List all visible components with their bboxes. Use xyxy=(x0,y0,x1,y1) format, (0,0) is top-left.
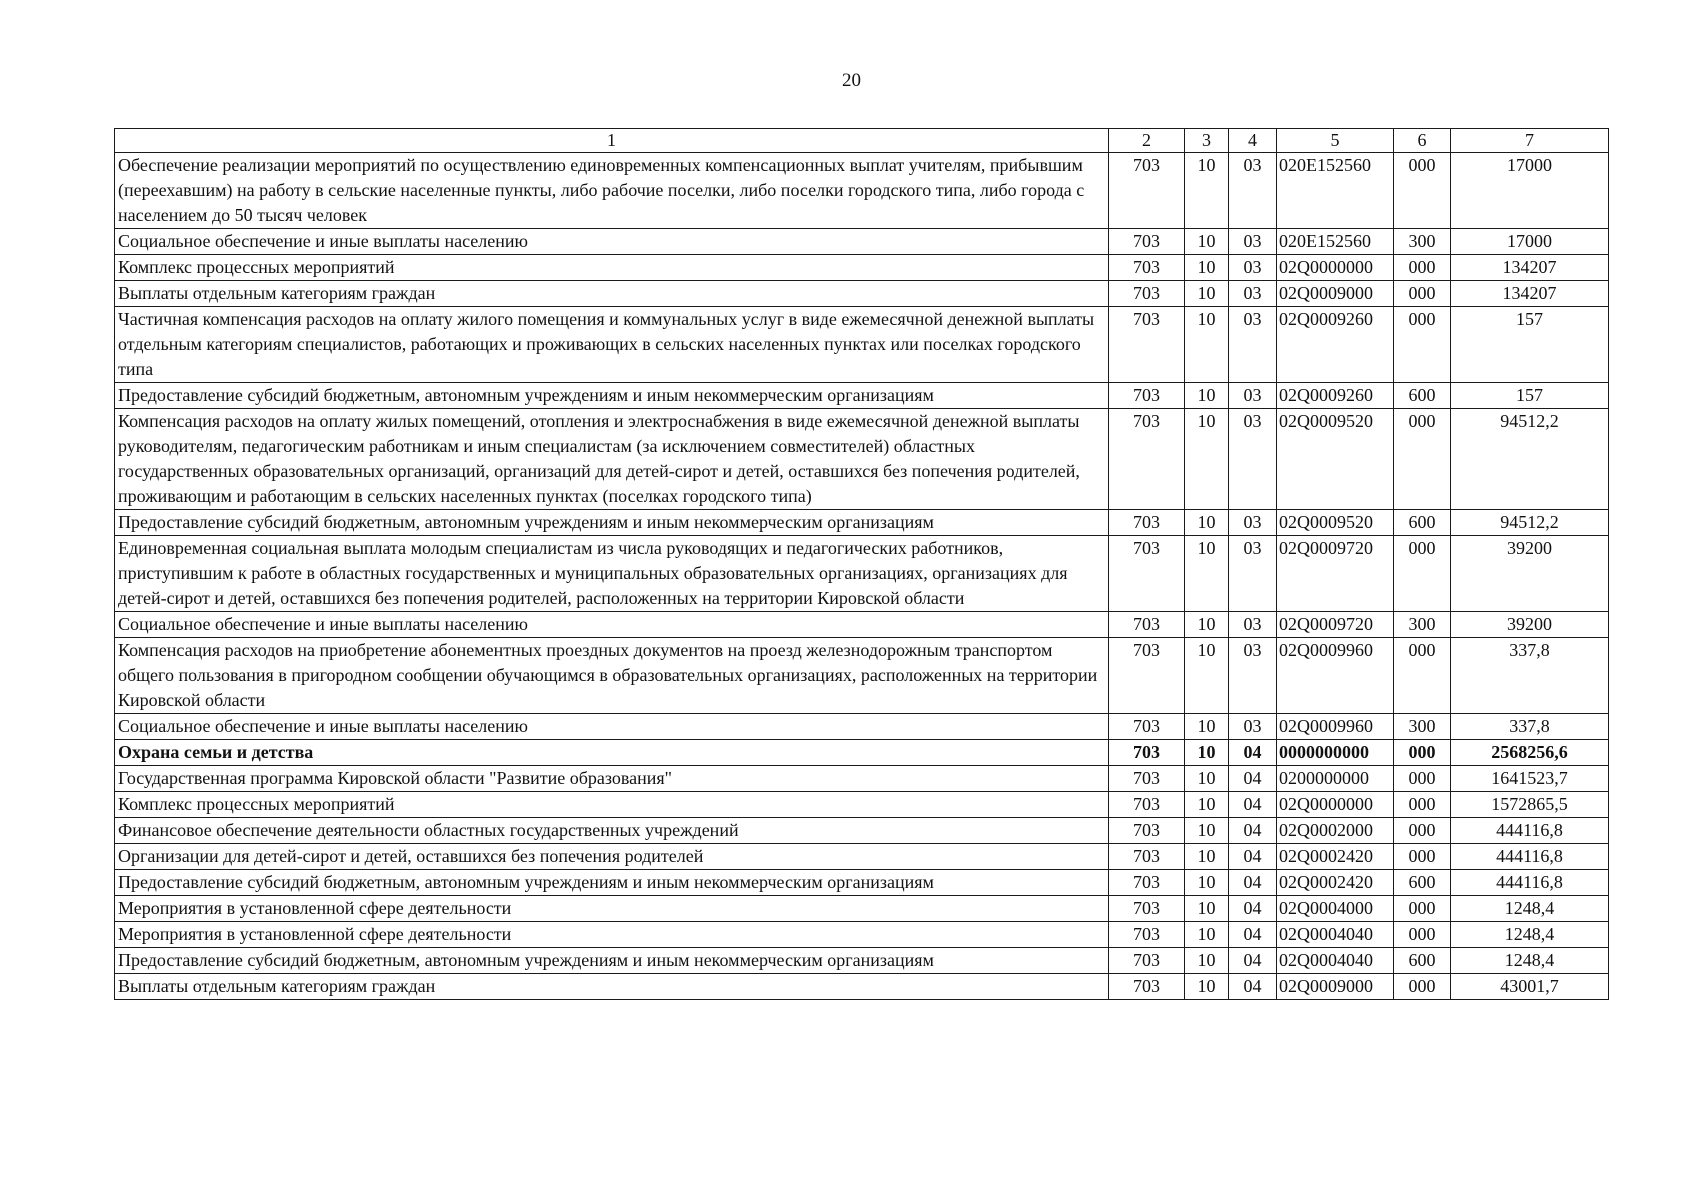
row-amount-cell: 1572865,5 xyxy=(1451,792,1609,818)
column-header: 5 xyxy=(1277,129,1394,153)
row-col2-cell: 703 xyxy=(1109,281,1185,307)
row-code-cell: 02Q0004040 xyxy=(1277,922,1394,948)
table-row xyxy=(115,766,1609,792)
row-col2-cell: 703 xyxy=(1109,870,1185,896)
row-name-cell: Охрана семьи и детства xyxy=(115,740,1109,766)
column-header: 2 xyxy=(1109,129,1185,153)
row-col2-cell: 703 xyxy=(1109,896,1185,922)
row-col6-cell: 000 xyxy=(1394,281,1451,307)
row-col3-cell: 10 xyxy=(1185,281,1229,307)
budget-table xyxy=(114,128,1609,1000)
column-header: 1 xyxy=(115,129,1109,153)
table-row xyxy=(115,281,1609,307)
column-header: 6 xyxy=(1394,129,1451,153)
row-code-cell: 02Q0009000 xyxy=(1277,974,1394,1000)
row-col2-cell: 703 xyxy=(1109,844,1185,870)
row-name-cell: Предоставление субсидий бюджетным, автономным учреждениям и иным некоммерческим организациям xyxy=(115,383,1109,409)
row-code-cell: 02Q0009520 xyxy=(1277,409,1394,510)
row-col3-cell: 10 xyxy=(1185,153,1229,229)
row-amount-cell: 2568256,6 xyxy=(1451,740,1609,766)
row-col2-cell: 703 xyxy=(1109,638,1185,714)
table-row xyxy=(115,638,1609,714)
table-row xyxy=(115,510,1609,536)
row-code-cell: 020E152560 xyxy=(1277,153,1394,229)
row-col4-cell: 04 xyxy=(1229,870,1277,896)
row-name-cell: Комплекс процессных мероприятий xyxy=(115,792,1109,818)
row-col3-cell: 10 xyxy=(1185,536,1229,612)
row-name-cell: Выплаты отдельным категориям граждан xyxy=(115,281,1109,307)
row-amount-cell: 157 xyxy=(1451,383,1609,409)
row-col2-cell: 703 xyxy=(1109,948,1185,974)
table-row xyxy=(115,612,1609,638)
row-col4-cell: 03 xyxy=(1229,229,1277,255)
row-col2-cell: 703 xyxy=(1109,383,1185,409)
row-name-cell: Мероприятия в установленной сфере деятельности xyxy=(115,922,1109,948)
row-col4-cell: 03 xyxy=(1229,536,1277,612)
row-amount-cell: 444116,8 xyxy=(1451,818,1609,844)
row-col4-cell: 04 xyxy=(1229,922,1277,948)
row-col3-cell: 10 xyxy=(1185,974,1229,1000)
table-row xyxy=(115,948,1609,974)
table-row xyxy=(115,870,1609,896)
row-code-cell: 02Q0009720 xyxy=(1277,612,1394,638)
row-col6-cell: 000 xyxy=(1394,818,1451,844)
row-name-cell: Организации для детей-сирот и детей, оставшихся без попечения родителей xyxy=(115,844,1109,870)
row-col3-cell: 10 xyxy=(1185,766,1229,792)
row-amount-cell: 444116,8 xyxy=(1451,844,1609,870)
column-header: 4 xyxy=(1229,129,1277,153)
row-col2-cell: 703 xyxy=(1109,974,1185,1000)
row-col4-cell: 04 xyxy=(1229,740,1277,766)
row-col2-cell: 703 xyxy=(1109,510,1185,536)
row-col6-cell: 300 xyxy=(1394,612,1451,638)
table-header-row xyxy=(115,129,1609,153)
table-row xyxy=(115,229,1609,255)
row-col3-cell: 10 xyxy=(1185,792,1229,818)
row-code-cell: 02Q0002000 xyxy=(1277,818,1394,844)
row-col3-cell: 10 xyxy=(1185,612,1229,638)
row-col3-cell: 10 xyxy=(1185,714,1229,740)
row-col4-cell: 03 xyxy=(1229,638,1277,714)
row-col6-cell: 000 xyxy=(1394,409,1451,510)
row-code-cell: 02Q0002420 xyxy=(1277,870,1394,896)
row-col3-cell: 10 xyxy=(1185,844,1229,870)
row-col4-cell: 04 xyxy=(1229,974,1277,1000)
row-code-cell: 02Q0009960 xyxy=(1277,714,1394,740)
row-col4-cell: 03 xyxy=(1229,510,1277,536)
row-col2-cell: 703 xyxy=(1109,307,1185,383)
table-row xyxy=(115,153,1609,229)
row-code-cell: 02Q0009000 xyxy=(1277,281,1394,307)
row-code-cell: 02Q0002420 xyxy=(1277,844,1394,870)
row-col3-cell: 10 xyxy=(1185,383,1229,409)
row-col4-cell: 04 xyxy=(1229,818,1277,844)
row-col3-cell: 10 xyxy=(1185,818,1229,844)
row-col2-cell: 703 xyxy=(1109,714,1185,740)
row-col3-cell: 10 xyxy=(1185,896,1229,922)
row-code-cell: 02Q0009260 xyxy=(1277,307,1394,383)
row-amount-cell: 337,8 xyxy=(1451,638,1609,714)
table-row xyxy=(115,409,1609,510)
row-amount-cell: 17000 xyxy=(1451,153,1609,229)
table-row xyxy=(115,536,1609,612)
row-amount-cell: 94512,2 xyxy=(1451,510,1609,536)
row-name-cell: Социальное обеспечение и иные выплаты населению xyxy=(115,229,1109,255)
row-col2-cell: 703 xyxy=(1109,229,1185,255)
table-row xyxy=(115,896,1609,922)
row-col6-cell: 000 xyxy=(1394,922,1451,948)
row-col4-cell: 04 xyxy=(1229,948,1277,974)
row-col6-cell: 000 xyxy=(1394,307,1451,383)
row-col6-cell: 000 xyxy=(1394,638,1451,714)
table-row xyxy=(115,974,1609,1000)
row-amount-cell: 94512,2 xyxy=(1451,409,1609,510)
row-code-cell: 0000000000 xyxy=(1277,740,1394,766)
row-col4-cell: 03 xyxy=(1229,153,1277,229)
row-code-cell: 0200000000 xyxy=(1277,766,1394,792)
row-col4-cell: 03 xyxy=(1229,714,1277,740)
row-code-cell: 02Q0009960 xyxy=(1277,638,1394,714)
row-amount-cell: 39200 xyxy=(1451,536,1609,612)
row-amount-cell: 43001,7 xyxy=(1451,974,1609,1000)
row-col2-cell: 703 xyxy=(1109,612,1185,638)
table-row xyxy=(115,714,1609,740)
row-col3-cell: 10 xyxy=(1185,922,1229,948)
table-body xyxy=(115,153,1609,1000)
row-col6-cell: 000 xyxy=(1394,536,1451,612)
table-row xyxy=(115,792,1609,818)
row-col6-cell: 300 xyxy=(1394,229,1451,255)
row-col2-cell: 703 xyxy=(1109,922,1185,948)
row-col4-cell: 04 xyxy=(1229,844,1277,870)
row-amount-cell: 1248,4 xyxy=(1451,896,1609,922)
row-name-cell: Финансовое обеспечение деятельности областных государственных учреждений xyxy=(115,818,1109,844)
row-col6-cell: 600 xyxy=(1394,383,1451,409)
table-row xyxy=(115,307,1609,383)
row-name-cell: Компенсация расходов на оплату жилых помещений, отопления и электроснабжения в виде ежемесячной денежной выплаты руководителям, педагогическим работникам и иным специалистам (за исключением совместителей) областных государственных образовательных организаций, организаций для детей-сирот и детей, оставшихся без попечения родителей, проживающим и работающим в сельских населенных пунктах (поселках городского типа) xyxy=(115,409,1109,510)
row-col3-cell: 10 xyxy=(1185,948,1229,974)
row-col6-cell: 000 xyxy=(1394,766,1451,792)
row-name-cell: Компенсация расходов на приобретение абонементных проездных документов на проезд железнодорожным транспортом общего пользования в пригородном сообщении обучающимся в образовательных организациях, расположенных на территории Кировской области xyxy=(115,638,1109,714)
row-col6-cell: 300 xyxy=(1394,714,1451,740)
row-col2-cell: 703 xyxy=(1109,255,1185,281)
row-amount-cell: 444116,8 xyxy=(1451,870,1609,896)
row-name-cell: Частичная компенсация расходов на оплату жилого помещения и коммунальных услуг в виде ежемесячной денежной выплаты отдельным категориям специалистов, работающих и проживающих в сельских населенных пунктах или поселках городского типа xyxy=(115,307,1109,383)
row-col4-cell: 03 xyxy=(1229,383,1277,409)
row-col3-cell: 10 xyxy=(1185,307,1229,383)
row-col3-cell: 10 xyxy=(1185,740,1229,766)
row-code-cell: 02Q0009260 xyxy=(1277,383,1394,409)
row-col3-cell: 10 xyxy=(1185,255,1229,281)
row-col2-cell: 703 xyxy=(1109,818,1185,844)
table-row xyxy=(115,922,1609,948)
row-col3-cell: 10 xyxy=(1185,638,1229,714)
row-amount-cell: 1248,4 xyxy=(1451,922,1609,948)
row-name-cell: Единовременная социальная выплата молодым специалистам из числа руководящих и педагогических работников, приступившим к работе в областных государственных и муниципальных образовательных организациях, организациях для детей-сирот и детей, оставшихся без попечения родителей, расположенных на территории Кировской области xyxy=(115,536,1109,612)
column-header: 7 xyxy=(1451,129,1609,153)
row-col2-cell: 703 xyxy=(1109,766,1185,792)
row-code-cell: 02Q0004040 xyxy=(1277,948,1394,974)
row-name-cell: Предоставление субсидий бюджетным, автономным учреждениям и иным некоммерческим организациям xyxy=(115,870,1109,896)
row-name-cell: Выплаты отдельным категориям граждан xyxy=(115,974,1109,1000)
row-col2-cell: 703 xyxy=(1109,153,1185,229)
row-col6-cell: 000 xyxy=(1394,255,1451,281)
table-row xyxy=(115,844,1609,870)
row-col3-cell: 10 xyxy=(1185,409,1229,510)
row-name-cell: Государственная программа Кировской области "Развитие образования" xyxy=(115,766,1109,792)
row-amount-cell: 17000 xyxy=(1451,229,1609,255)
row-code-cell: 02Q0009720 xyxy=(1277,536,1394,612)
row-name-cell: Предоставление субсидий бюджетным, автономным учреждениям и иным некоммерческим организациям xyxy=(115,948,1109,974)
row-col3-cell: 10 xyxy=(1185,510,1229,536)
table-row xyxy=(115,255,1609,281)
row-col4-cell: 03 xyxy=(1229,255,1277,281)
column-header: 3 xyxy=(1185,129,1229,153)
row-amount-cell: 134207 xyxy=(1451,255,1609,281)
row-name-cell: Комплекс процессных мероприятий xyxy=(115,255,1109,281)
row-col6-cell: 000 xyxy=(1394,153,1451,229)
row-col4-cell: 03 xyxy=(1229,307,1277,383)
row-col6-cell: 000 xyxy=(1394,974,1451,1000)
row-col6-cell: 600 xyxy=(1394,870,1451,896)
row-col2-cell: 703 xyxy=(1109,740,1185,766)
row-col4-cell: 04 xyxy=(1229,896,1277,922)
row-col3-cell: 10 xyxy=(1185,870,1229,896)
row-code-cell: 02Q0009520 xyxy=(1277,510,1394,536)
row-name-cell: Социальное обеспечение и иные выплаты населению xyxy=(115,714,1109,740)
row-amount-cell: 1641523,7 xyxy=(1451,766,1609,792)
row-amount-cell: 1248,4 xyxy=(1451,948,1609,974)
row-code-cell: 02Q0004000 xyxy=(1277,896,1394,922)
row-name-cell: Социальное обеспечение и иные выплаты населению xyxy=(115,612,1109,638)
row-name-cell: Мероприятия в установленной сфере деятельности xyxy=(115,896,1109,922)
row-code-cell: 02Q0000000 xyxy=(1277,792,1394,818)
row-col4-cell: 03 xyxy=(1229,612,1277,638)
row-col3-cell: 10 xyxy=(1185,229,1229,255)
row-code-cell: 020E152560 xyxy=(1277,229,1394,255)
row-amount-cell: 134207 xyxy=(1451,281,1609,307)
table-row xyxy=(115,740,1609,766)
row-name-cell: Обеспечение реализации мероприятий по осуществлению единовременных компенсационных выплат учителям, прибывшим (переехавшим) на работу в сельские населенные пункты, либо рабочие поселки, либо поселки городского типа, либо города с населением до 50 тысяч человек xyxy=(115,153,1109,229)
row-amount-cell: 157 xyxy=(1451,307,1609,383)
row-code-cell: 02Q0000000 xyxy=(1277,255,1394,281)
row-amount-cell: 39200 xyxy=(1451,612,1609,638)
row-col6-cell: 000 xyxy=(1394,740,1451,766)
row-col4-cell: 03 xyxy=(1229,409,1277,510)
row-col6-cell: 000 xyxy=(1394,896,1451,922)
row-col2-cell: 703 xyxy=(1109,409,1185,510)
table-row xyxy=(115,383,1609,409)
page-number: 20 xyxy=(842,70,861,91)
row-col6-cell: 600 xyxy=(1394,510,1451,536)
row-col4-cell: 04 xyxy=(1229,792,1277,818)
row-amount-cell: 337,8 xyxy=(1451,714,1609,740)
row-col6-cell: 600 xyxy=(1394,948,1451,974)
row-col4-cell: 04 xyxy=(1229,766,1277,792)
row-col4-cell: 03 xyxy=(1229,281,1277,307)
row-col2-cell: 703 xyxy=(1109,792,1185,818)
row-name-cell: Предоставление субсидий бюджетным, автономным учреждениям и иным некоммерческим организациям xyxy=(115,510,1109,536)
table-row xyxy=(115,818,1609,844)
row-col6-cell: 000 xyxy=(1394,792,1451,818)
row-col6-cell: 000 xyxy=(1394,844,1451,870)
row-col2-cell: 703 xyxy=(1109,536,1185,612)
